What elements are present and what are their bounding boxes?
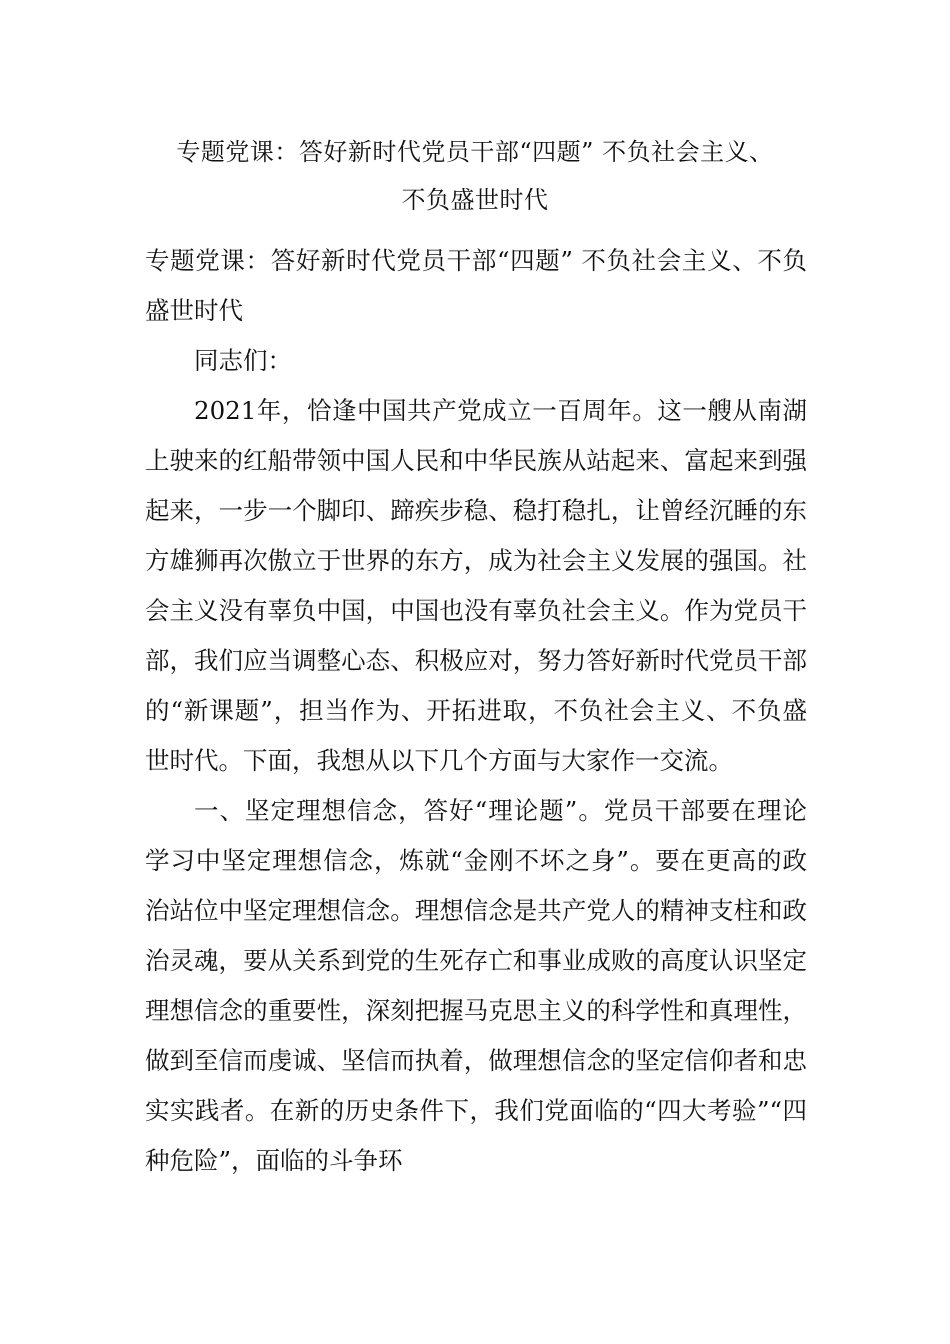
document-body (145, 236, 807, 1186)
body-paragraph-2: 一、坚定理想信念，答好“理论题”。党员干部要在理论学习中坚定理想信念，炼就“金刚不坏之身”。要在更高的政治站位中坚定理想信念。理想信念是共产党人的精神支柱和政治灵魂，要从关系到党的生死存亡和事业成败的高度认识坚定理想信念的重要性，深刻把握马克思主义的科学性和真理性，做到至信而虔诚、坚信而执着，做理想信念的坚定信仰者和忠实实践者。在新的历史条件下，我们党面临的“四大考验”“四种危险”，面临的斗争环 (145, 796, 807, 1175)
body-paragraph-1: 2021年，恰逢中国共产党成立一百周年。这一艘从南湖上驶来的红船带领中国人民和中华民族从站起来、富起来到强起来，一步一个脚印、蹄疾步稳、稳打稳扎，让曾经沉睡的东方雄狮再次傲立于世界的东方，成为社会主义发展的强国。社会主义没有辜负中国，中国也没有辜负社会主义。作为党员干部，我们应当调整心态、积极应对，努力答好新时代党员干部的“新课题”，担当作为、开拓进取，不负社会主义、不负盛世时代。下面，我想从以下几个方面与大家作一交流。 (145, 396, 807, 775)
document-title-line-1: 专题党课：答好新时代党员干部“四题” 不负社会主义、 (176, 138, 774, 166)
document-subtitle: 专题党课：答好新时代党员干部“四题” 不负社会主义、不负盛世时代 (145, 246, 807, 325)
salutation: 同志们： (194, 346, 292, 375)
document-title-line-2: 不负盛世时代 (401, 186, 549, 214)
